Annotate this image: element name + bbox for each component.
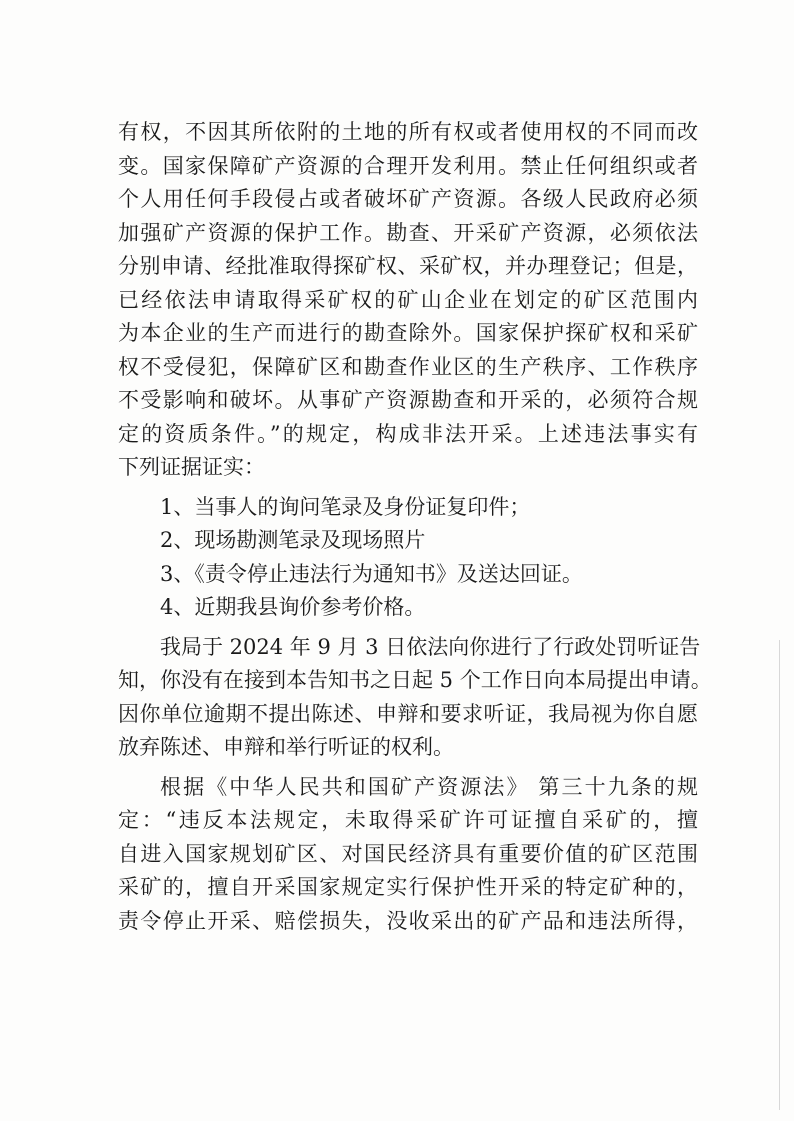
law-line: 定：“违反本法规定，未取得采矿许可证擅自采矿的，擅 (118, 808, 698, 832)
document-body (118, 116, 712, 938)
notice-line: 放弃陈述、申辩和举行听证的权利。 (118, 735, 454, 759)
body-line: 不受影响和破坏。从事矿产资源勘查和开采的，必须符合规 (118, 388, 698, 412)
body-line: 定的资质条件。”的规定，构成非法开采。上述违法事实有 (118, 421, 698, 446)
body-line: 已经依法申请取得采矿权的矿山企业在划定的矿区范围内 (118, 287, 698, 312)
body-line: 变。国家保障矿产资源的合理开发利用。禁止任何组织或者 (118, 153, 698, 178)
law-line: 责令停止开采、赔偿损失，没收采出的矿产品和违法所得， (118, 908, 698, 933)
evidence-item: 4、近期我县询价参考价格。 (160, 595, 426, 619)
body-line: 有权，不因其所依附的土地的所有权或者使用权的不同而改 (118, 120, 698, 144)
notice-line: 我局于 2024 年 9 月 3 日依法向你进行了行政处罚听证告 (160, 634, 701, 659)
law-line: 根据《中华人民共和国矿产资源法》 第三十九条的规 (160, 774, 698, 799)
evidence-item: 2、现场勘测笔录及现场照片 (160, 528, 426, 552)
body-line: 为本企业的生产而进行的勘查除外。国家保护探矿权和采矿 (118, 321, 698, 345)
body-line: 加强矿产资源的保护工作。勘查、开采矿产资源，必须依法 (118, 220, 698, 245)
body-line: 个人用任何手段侵占或者破坏矿产资源。各级人民政府必须 (118, 187, 698, 211)
notice-line: 知，你没有在接到本告知书之日起 5 个工作日向本局提出申请。 (118, 668, 712, 692)
evidence-item: 3、《责令停止违法行为通知书》及送达回证。 (160, 561, 583, 586)
law-line: 自进入国家规划矿区、对国民经济具有重要价值的矿区范围 (118, 841, 698, 866)
evidence-item: 1、当事人的询问笔录及身份证复印件； (160, 494, 531, 519)
notice-line: 因你单位逾期不提出陈述、申辩和要求听证，我局视为你自愿 (118, 701, 698, 726)
law-line: 采矿的，擅自开采国家规定实行保护性开采的特定矿种的， (118, 875, 698, 899)
body-line: 下列证据证实： (118, 455, 265, 479)
body-line: 分别申请、经批准取得探矿权、采矿权，并办理登记；但是， (118, 254, 698, 278)
body-line: 权不受侵犯，保障矿区和勘查作业区的生产秩序、工作秩序 (118, 354, 698, 379)
scan-edge-line (779, 640, 780, 1110)
